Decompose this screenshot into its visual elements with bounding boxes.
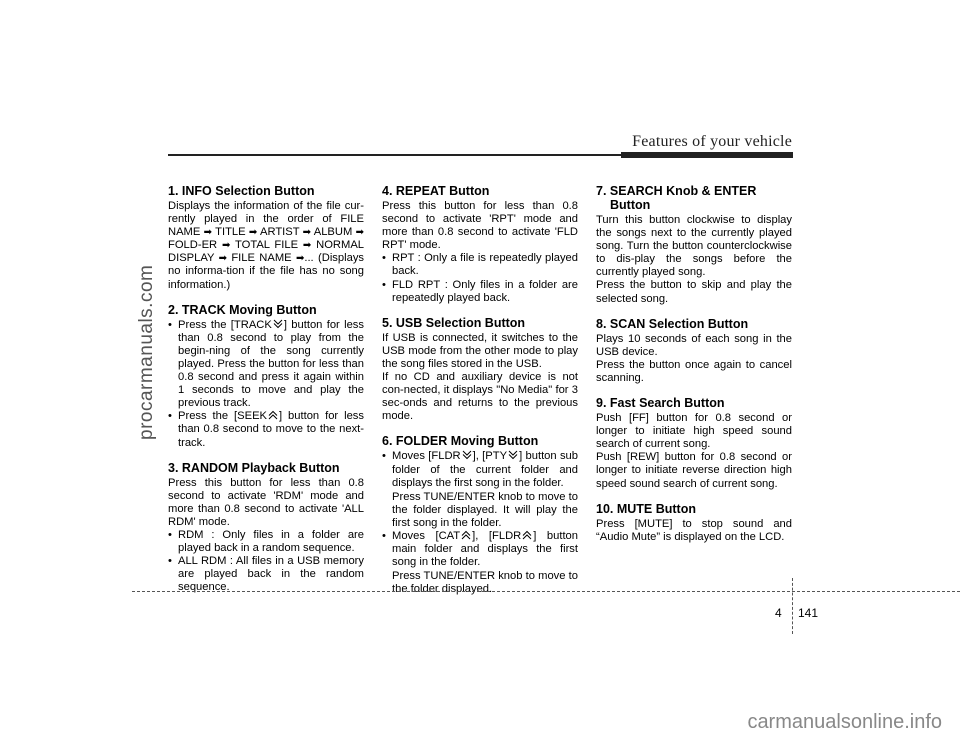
double-chevron-up-icon [461, 530, 471, 540]
column-1 [168, 184, 364, 594]
header-title: Features of your vehicle [632, 133, 792, 150]
right-arrow-icon: ➡ [302, 240, 312, 252]
paragraph: Press this button for less than 0.8 second to activate 'RDM' mode and more than 0.8 second to activate 'ALL RDM' mode. [168, 476, 364, 528]
section-title: 4. REPEAT Button [382, 184, 490, 198]
right-arrow-icon: ➡ [218, 253, 227, 265]
section-title: 5. USB Selection Button [382, 315, 526, 330]
paragraph: If USB is connected, it switches to the USB mode from the other mode to play the song files stored in the USB. [382, 331, 578, 370]
right-arrow-icon: ➡ [355, 227, 364, 239]
column-2 [382, 184, 578, 596]
footer-dashed-divider [792, 578, 793, 634]
section-title: 3. RANDOM Playback Button [168, 460, 340, 475]
section-title: 1. INFO Selection Button [168, 184, 315, 198]
list-item [382, 530, 578, 596]
double-chevron-down-icon [273, 319, 283, 329]
text: Moves [FLDR [392, 450, 461, 463]
double-chevron-up-icon [522, 530, 532, 540]
text: ARTIST [259, 226, 303, 239]
paragraph: Plays 10 seconds of each song in the USB device. [596, 332, 792, 358]
list-item: • RPT : Only a file is repeatedly played back. [382, 252, 578, 278]
text: ], [FLDR [472, 529, 522, 542]
paragraph: Push [FF] button for 0.8 second or longer to initiate high speed sound search of current song. [596, 412, 792, 451]
double-chevron-down-icon [508, 450, 518, 460]
text: ] button for less than 0.8 second to play from the begin-ning of the song currently played. Press the button for less than 0.8 second and press it again within 1 seconds to move and play the previous track. [178, 318, 364, 410]
section-title: 2. TRACK Moving Button [168, 302, 317, 317]
text: ] button main folder and displays the first song in the folder. [392, 529, 579, 569]
section-title: 6. FOLDER Moving Button [382, 434, 539, 449]
text: TITLE [215, 226, 249, 239]
text: Button [610, 198, 651, 212]
chapter-number: 4 [775, 606, 782, 620]
column-3 [596, 184, 792, 544]
right-arrow-icon: ➡ [203, 227, 213, 239]
text: Press the [SEEK [178, 410, 267, 423]
text: ], [PTY [472, 450, 508, 463]
right-arrow-icon: ➡ [302, 227, 312, 239]
footer-dashed-rule [132, 591, 960, 592]
text: FOLD-ER [168, 239, 222, 252]
list-item [382, 450, 578, 530]
watermark-bottom: carmanualsonline.info [747, 711, 942, 733]
paragraph [168, 200, 364, 292]
right-arrow-icon: ➡ [221, 240, 231, 252]
section-title: 8. SCAN Selection Button [596, 316, 749, 331]
bullet-list [382, 252, 578, 304]
paragraph: Press the button once again to cancel scanning. [596, 358, 792, 384]
double-chevron-down-icon [462, 450, 472, 460]
text: NORMAL DISPLAY [168, 239, 365, 265]
section-title: 10. MUTE Button [596, 501, 696, 516]
text: ALBUM [313, 226, 356, 239]
text: 7. SEARCH Knob & ENTER [596, 184, 757, 198]
watermark-left: procarmanuals.com [136, 264, 157, 440]
list-item [168, 319, 364, 411]
text: Press the [TRACK [178, 318, 272, 331]
paragraph: Press this button for less than 0.8 second to activate 'RPT' mode and more than 0.8 second to activate 'FLD RPT' mode. [382, 200, 578, 252]
paragraph: Push [REW] button for 0.8 second or longer to initiate reverse direction high speed sound search of current song. [596, 451, 792, 490]
text: ... (Displays no informa-tion if the file has no song information.) [168, 252, 365, 291]
sub-paragraph: Press TUNE/ENTER knob to move to the folder displayed. It will play the first song in the folder. [392, 490, 578, 529]
text: ] button for less than 0.8 second to move to the next-track. [178, 410, 364, 449]
text: Moves [CAT [392, 529, 461, 542]
header-bar [621, 152, 793, 158]
paragraph: Turn this button clockwise to display the songs next to the currently played song. Turn the button counterclockwise to dis-play the songs before the currently played song. [596, 214, 792, 279]
list-item: • FLD RPT : Only files in a folder are repeatedly played back. [382, 279, 578, 305]
list-item: • ALL RDM : All files in a USB memory are played back in the random sequence. [168, 555, 364, 594]
text: ] button sub folder of the current folder and displays the first song in the folder. [392, 450, 578, 489]
paragraph: If no CD and auxiliary device is not con-nected, it displays "No Media" for 3 sec-onds and returns to the previous mode. [382, 371, 578, 423]
list-item [168, 410, 364, 449]
bullet-list [382, 450, 578, 596]
paragraph: Press the button to skip and play the selected song. [596, 279, 792, 305]
text: FILE NAME [231, 252, 296, 265]
text: TOTAL FILE [234, 239, 303, 252]
section-title: 9. Fast Search Button [596, 396, 725, 411]
right-arrow-icon: ➡ [248, 227, 258, 239]
double-chevron-up-icon [268, 410, 278, 420]
sub-paragraph: Press TUNE/ENTER knob to move to the folder displayed. [392, 570, 578, 596]
right-arrow-icon: ➡ [295, 253, 305, 265]
bullet-list [168, 319, 364, 450]
bullet-list [168, 529, 364, 594]
section-title [596, 184, 792, 212]
text: Displays the information of the file cur-rently played in the order of FILE NAME [168, 200, 364, 239]
list-item: • RDM : Only files in a folder are played back in a random sequence. [168, 529, 364, 555]
page-number: 141 [798, 606, 819, 620]
paragraph: Press [MUTE] to stop sound and “Audio Mute” is displayed on the LCD. [596, 517, 792, 543]
